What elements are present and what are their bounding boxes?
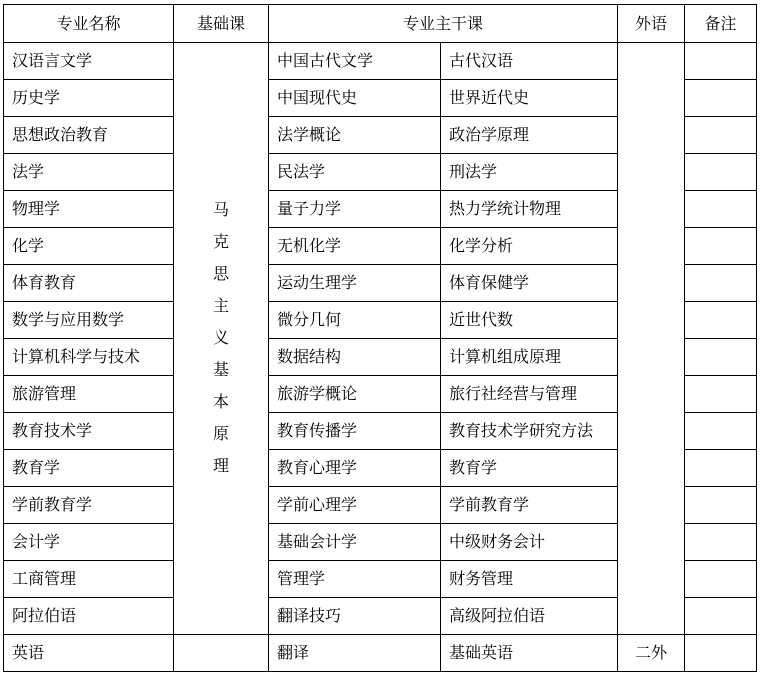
cell-remarks [685,228,757,265]
header-foreign: 外语 [618,5,685,43]
header-major: 专业名称 [4,5,174,43]
cell-major: 物理学 [4,191,174,228]
cell-core-course-2: 热力学统计物理 [441,191,618,228]
foundation-course-text: 马克思主义基本原理 [212,199,229,475]
cell-core-course-2: 财务管理 [441,561,618,598]
cell-major: 汉语言文学 [4,43,174,80]
cell-major: 教育学 [4,450,174,487]
cell-remarks [685,80,757,117]
table-row-last [4,635,757,672]
cell-major: 思想政治教育 [4,117,174,154]
cell-remarks [685,117,757,154]
cell-core-course-1: 中国古代文学 [269,43,441,80]
cell-remarks [685,450,757,487]
cell-major: 学前教育学 [4,487,174,524]
cell-remarks [685,154,757,191]
cell-major: 会计学 [4,524,174,561]
cell-remarks [685,561,757,598]
cell-major: 英语 [4,635,174,672]
cell-remarks [685,635,757,672]
cell-major: 教育技术学 [4,413,174,450]
cell-core-course-2: 中级财务会计 [441,524,618,561]
cell-core-course-2: 古代汉语 [441,43,618,80]
cell-core-course-1: 量子力学 [269,191,441,228]
curriculum-table [3,4,757,672]
cell-core-course-1: 基础会计学 [269,524,441,561]
cell-core-course-1: 数据结构 [269,339,441,376]
header-remarks: 备注 [685,5,757,43]
cell-major: 体育教育 [4,265,174,302]
table-row [4,43,757,80]
cell-major: 工商管理 [4,561,174,598]
header-row [4,5,757,43]
cell-core-course-2: 学前教育学 [441,487,618,524]
header-foundation: 基础课 [174,5,269,43]
cell-remarks [685,339,757,376]
cell-major: 数学与应用数学 [4,302,174,339]
cell-foreign-merged [618,43,685,635]
cell-core-course-2: 旅行社经营与管理 [441,376,618,413]
cell-major: 计算机科学与技术 [4,339,174,376]
cell-core-course-1: 法学概论 [269,117,441,154]
cell-foundation-merged [174,43,269,635]
cell-core-course-2: 体育保健学 [441,265,618,302]
cell-remarks [685,191,757,228]
cell-core-course-1: 微分几何 [269,302,441,339]
table-body [4,5,757,672]
cell-core-course-2: 基础英语 [441,635,618,672]
cell-core-course-2: 教育学 [441,450,618,487]
cell-remarks [685,524,757,561]
cell-core-course-2: 化学分析 [441,228,618,265]
cell-major: 旅游管理 [4,376,174,413]
cell-core-course-1: 教育传播学 [269,413,441,450]
cell-core-course-1: 无机化学 [269,228,441,265]
cell-major: 阿拉伯语 [4,598,174,635]
cell-core-course-1: 中国现代史 [269,80,441,117]
cell-core-course-1: 翻译 [269,635,441,672]
cell-core-course-2: 政治学原理 [441,117,618,154]
cell-core-course-2: 高级阿拉伯语 [441,598,618,635]
cell-core-course-2: 刑法学 [441,154,618,191]
cell-remarks [685,598,757,635]
cell-major: 历史学 [4,80,174,117]
cell-core-course-2: 世界近代史 [441,80,618,117]
header-core: 专业主干课 [269,5,618,43]
cell-core-course-1: 运动生理学 [269,265,441,302]
cell-core-course-2: 近世代数 [441,302,618,339]
cell-remarks [685,265,757,302]
cell-foundation [174,635,269,672]
cell-core-course-1: 管理学 [269,561,441,598]
cell-core-course-1: 翻译技巧 [269,598,441,635]
cell-remarks [685,487,757,524]
cell-major: 化学 [4,228,174,265]
cell-core-course-1: 旅游学概论 [269,376,441,413]
cell-major: 法学 [4,154,174,191]
cell-remarks [685,302,757,339]
cell-core-course-1: 学前心理学 [269,487,441,524]
cell-remarks [685,413,757,450]
cell-core-course-2: 教育技术学研究方法 [441,413,618,450]
cell-foreign: 二外 [618,635,685,672]
cell-core-course-2: 计算机组成原理 [441,339,618,376]
cell-remarks [685,376,757,413]
cell-remarks [685,43,757,80]
cell-core-course-1: 民法学 [269,154,441,191]
cell-core-course-1: 教育心理学 [269,450,441,487]
